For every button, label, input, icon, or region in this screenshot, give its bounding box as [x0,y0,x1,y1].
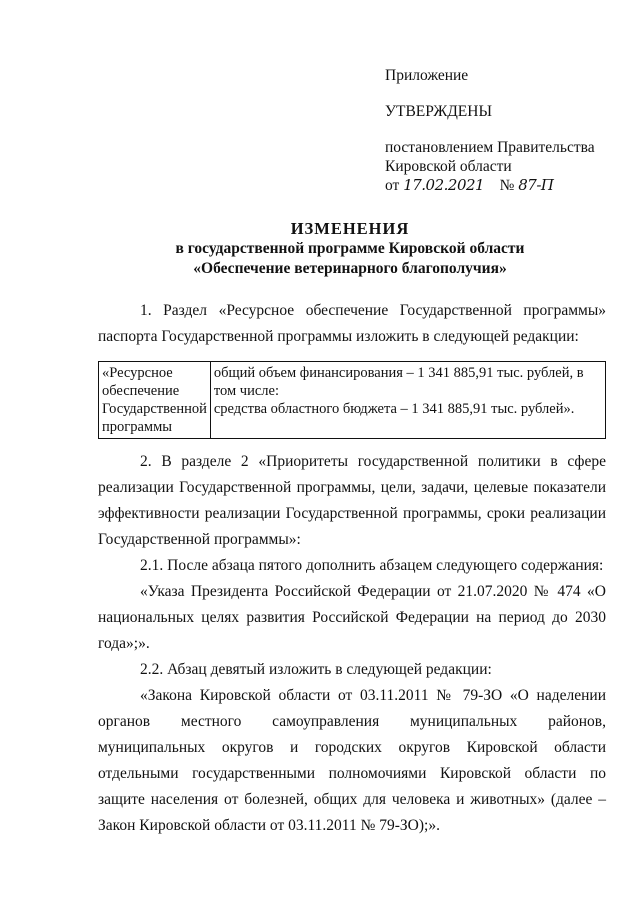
page-title: ИЗМЕНЕНИЯ [290,219,410,238]
paragraph-2: 2. В разделе 2 «Приоритеты государственной политики в сфере реализации Государственной программы, цели, задачи, целевые показатели эффективности реализации Государственной программы, сроки реализации Государственной программы»: [98,453,606,548]
handwritten-date: 17.02.2021 [403,176,485,194]
number-prefix: № [499,177,515,194]
paragraph-1: 1. Раздел «Ресурсное обеспечение Государственной программы» паспорта Государственной программы изложить в следующей редакции: [98,302,606,345]
paragraph-3: 2.1. После абзаца пятого дополнить абзацем следующего содержания: [140,557,604,574]
paragraph-6: «Закона Кировской области от 03.11.2011 № 79-ЗО «О наделении органов местного самоуправления муниципальных районов, муниципальных округов и городских округов Кировской области отдельными государственными полномочиями Кировской области по защите населения от болезней, общих для человека и животных» (далее – Закон Кировской области от 03.11.2011 № 79-ЗО);». [98,687,606,834]
date-prefix: от [385,177,400,194]
approved-label: УТВЕРЖДЕНЫ [385,103,492,120]
resolution-line-1: постановлением Правительства [385,139,595,156]
appendix-label: Приложение [385,67,469,84]
table-value-line-2: средства областного бюджета – 1 341 885,91 тыс. рублей». [213,401,575,417]
approval-block [385,66,625,195]
document-body [98,298,606,839]
date-number-line [385,176,625,195]
document-heading [100,219,600,279]
resources-table [98,361,606,439]
table-cell-label: «Ресурсное обеспечение Государственной программы [99,362,211,439]
table-row [99,362,606,439]
resolution-line-2: Кировской области [385,158,512,175]
paragraph-4: «Указа Президента Российской Федерации от 21.07.2020 № 474 «О национальных целях развития Российской Федерации на период до 2030 года»;». [98,583,606,652]
table-cell-value [210,362,605,439]
handwritten-number: 87-П [518,176,554,194]
table-value-line-1: общий объем финансирования – 1 341 885,91 тыс. рублей, в том числе: [213,365,584,399]
heading-line-2: в государственной программе Кировской области [175,240,525,257]
heading-line-3: «Обеспечение ветеринарного благополучия» [193,260,507,277]
paragraph-5: 2.2. Абзац девятый изложить в следующей редакции: [140,661,492,678]
